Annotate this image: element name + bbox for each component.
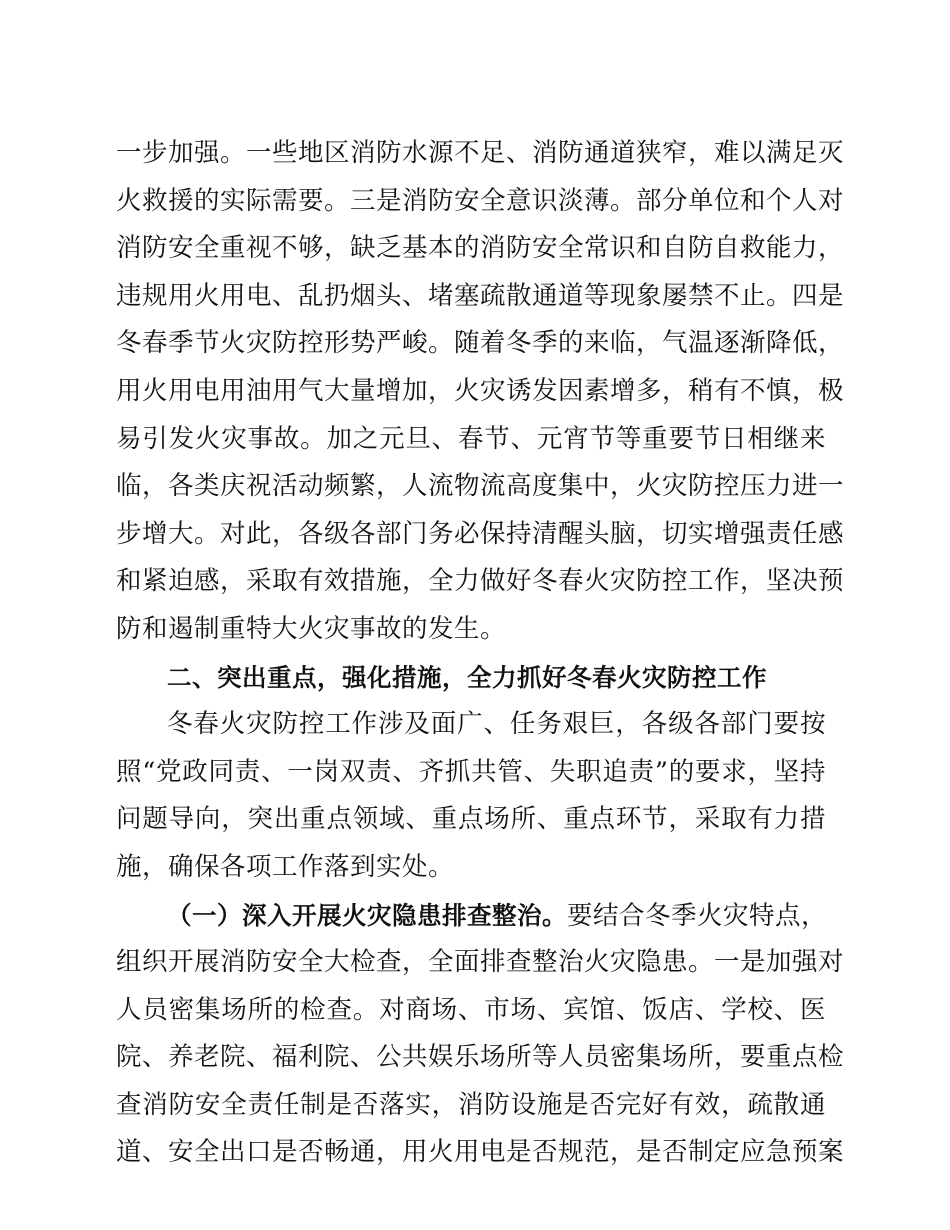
text-line: 院、养老院、福利院、公共娱乐场所等人员密集场所，要重点检	[116, 1042, 845, 1073]
text-line: 查消防安全责任制是否落实，消防设施是否完好有效，疏散通	[116, 1089, 826, 1120]
text-line: 照“党政同责、一岗双责、齐抓共管、失职追责”的要求，坚持	[116, 756, 826, 787]
text-line: 问题导向，突出重点领域、重点场所、重点环节，采取有力措	[116, 804, 826, 835]
subsection-heading: （一）深入开展火灾隐患排查整治。	[167, 900, 567, 930]
text-line: 火救援的实际需要。三是消防安全意识淡薄。部分单位和个人对	[116, 185, 845, 216]
text-line: 道、安全出口是否畅通，用火用电是否规范，是否制定应急预案	[116, 1137, 845, 1168]
document-body	[116, 130, 845, 1177]
text-line: 冬春季节火灾防控形势严峻。随着冬季的来临，气温逐渐降低，	[116, 328, 845, 359]
section-heading: 二、突出重点，强化措施，全力抓好冬春火灾防控工作	[167, 662, 767, 692]
text-line: 消防安全重视不够，缺乏基本的消防安全常识和自防自救能力，	[116, 233, 845, 264]
text-line: 易引发火灾事故。加之元旦、春节、元宵节等重要节日相继来	[116, 423, 826, 454]
text-line: 用火用电用油用气大量增加，火灾诱发因素增多，稍有不慎，极	[116, 375, 845, 406]
text-line: 临，各类庆祝活动频繁，人流物流高度集中，火灾防控压力进一	[116, 471, 845, 502]
text-line: 一步加强。一些地区消防水源不足、消防通道狭窄，难以满足灭	[116, 138, 845, 168]
text-line: 防和遏制重特大火灾事故的发生。	[116, 613, 507, 644]
text-line: 和紧迫感，采取有效措施，全力做好冬春火灾防控工作，坚决预	[116, 566, 845, 597]
subsection-first-line	[116, 892, 826, 940]
text-line: 步增大。对此，各级各部门务必保持清醒头脑，切实增强责任感	[116, 518, 845, 549]
text-line: 违规用火用电、乱扔烟头、堵塞疏散通道等现象屡禁不止。四是	[116, 280, 845, 311]
text-line: 组织开展消防安全大检查，全面排查整治火灾隐患。一是加强对	[116, 947, 845, 978]
text-line: 冬春火灾防控工作涉及面广、任务艰巨，各级各部门要按	[167, 709, 826, 740]
subsection-first-line-text: 要结合冬季火灾特点，	[567, 900, 828, 931]
text-line: 人员密集场所的检查。对商场、市场、宾馆、饭店、学校、医	[116, 994, 826, 1025]
text-line: 施，确保各项工作落到实处。	[116, 851, 455, 882]
